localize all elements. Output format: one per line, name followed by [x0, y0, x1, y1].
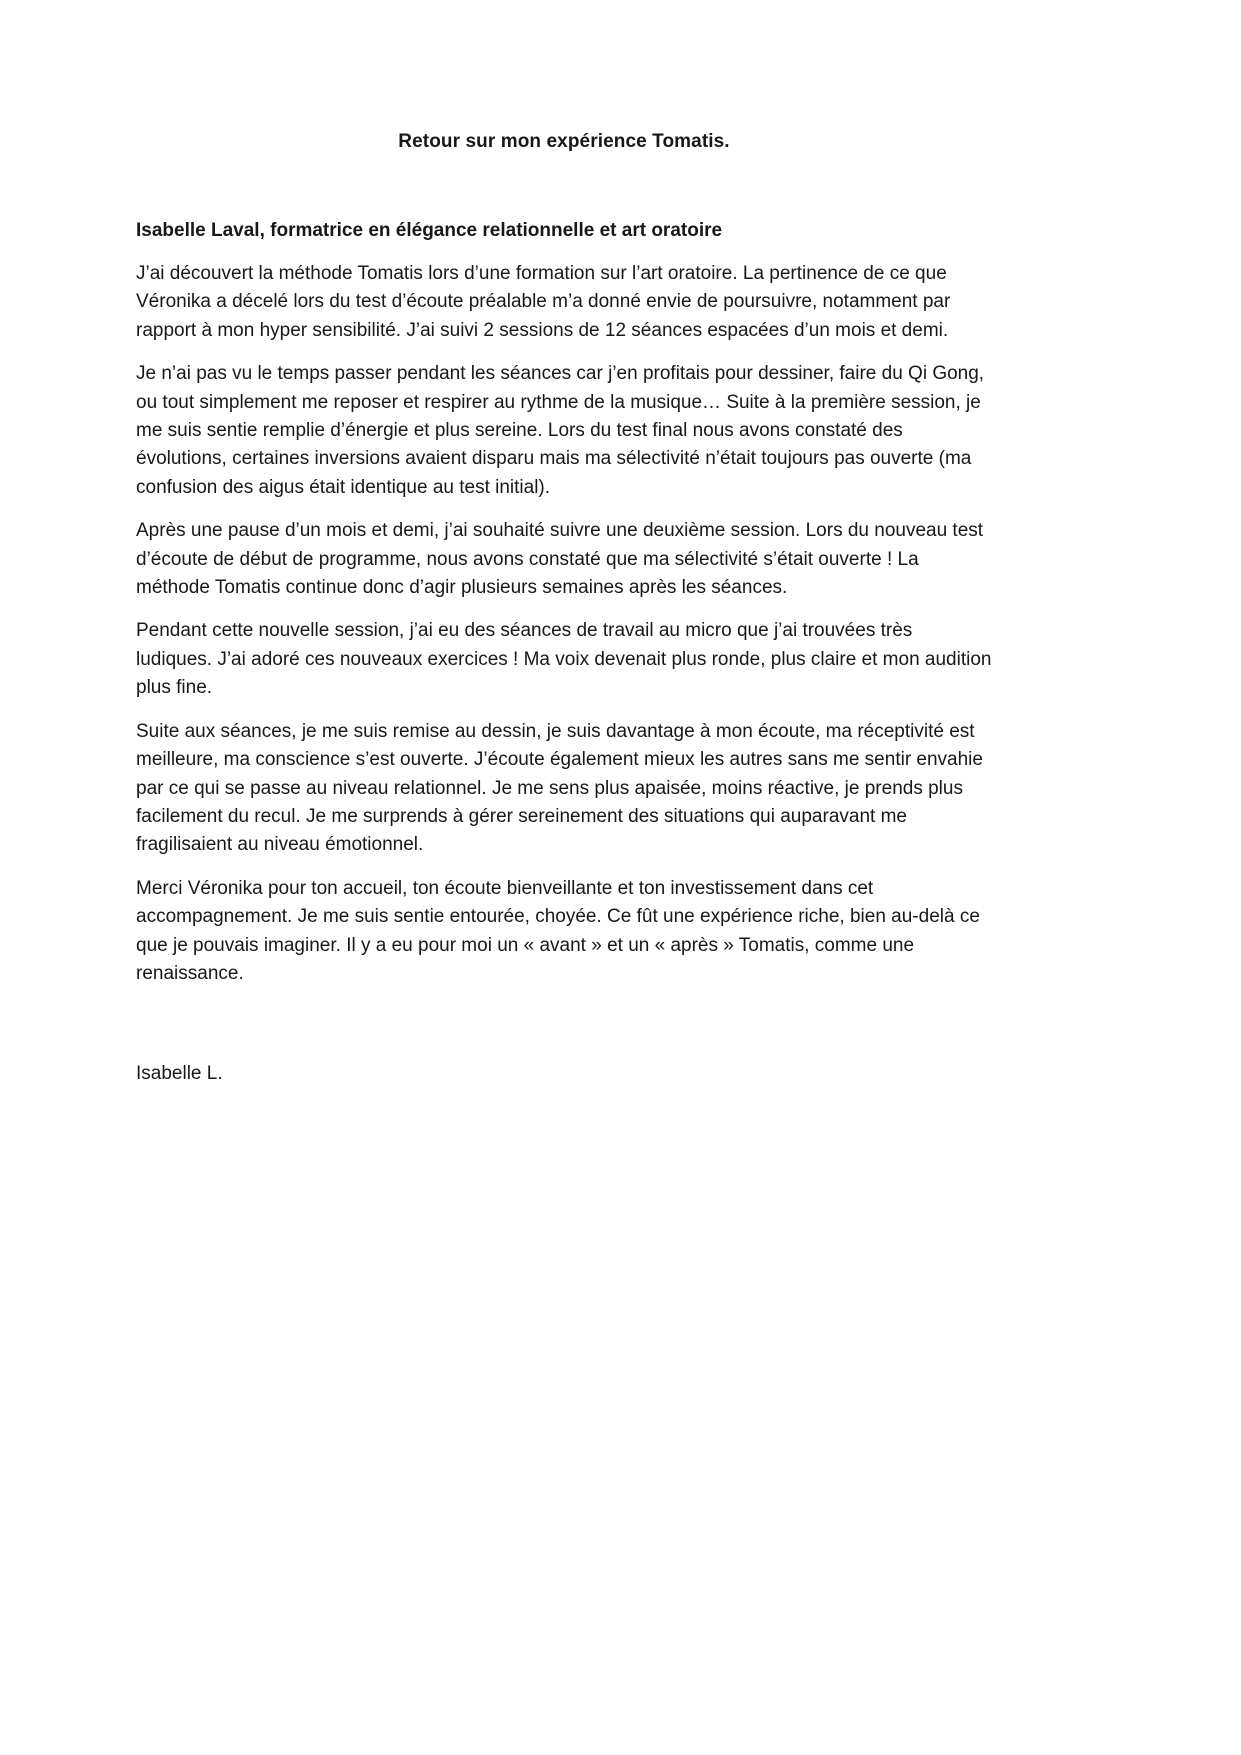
body-paragraphs — [136, 260, 992, 988]
paragraph: J’ai découvert la méthode Tomatis lors d’une formation sur l’art oratoire. La pertinence de ce que Véronika a décelé lors du test d’écoute préalable m’a donné envie de poursuivre, notamment par rapport à mon hyper sensibilité. J’ai suivi 2 sessions de 12 séances espacées d’un mois et demi. — [136, 263, 951, 341]
paragraph: Je n’ai pas vu le temps passer pendant les séances car j’en profitais pour dessiner, faire du Qi Gong, ou tout simplement me reposer et respirer au rythme de la musique… Suite à la première session, je me suis sentie remplie d’énergie et plus sereine. Lors du test final nous avons constaté des évolutions, certaines inversions avaient disparu mais ma sélectivité n’était toujours pas ouverte (ma confusion des aigus était identique au test initial). — [136, 363, 985, 498]
author-heading: Isabelle Laval, formatrice en élégance relationnelle et art oratoire — [136, 220, 723, 241]
page-title: Retour sur mon expérience Tomatis. — [398, 131, 730, 152]
paragraph: Pendant cette nouvelle session, j’ai eu des séances de travail au micro que j’ai trouvées très ludiques. J’ai adoré ces nouveaux exercices ! Ma voix devenait plus ronde, plus claire et mon audition plus fine. — [136, 620, 992, 699]
paragraph: Après une pause d’un mois et demi, j’ai souhaité suivre une deuxième session. Lors du nouveau test d’écoute de début de programme, nous avons constaté que ma sélectivité s’était ouverte ! La méthode Tomatis continue donc d’agir plusieurs semaines après les séances. — [136, 520, 984, 599]
paragraph: Suite aux séances, je me suis remise au dessin, je suis davantage à mon écoute, ma réceptivité est meilleure, ma conscience s’est ouverte. J’écoute également mieux les autres sans me sentir envahie par ce qui se passe au niveau relationnel. Je me sens plus apaisée, moins réactive, je prends plus facilement du recul. Je me surprends à gérer sereinement des situations qui auparavant me fragilisaient au niveau émotionnel. — [136, 720, 983, 856]
signature: Isabelle L. — [136, 1063, 223, 1085]
paragraph: Merci Véronika pour ton accueil, ton écoute bienveillante et ton investissement dans cet accompagnement. Je me suis sentie entourée, choyée. Ce fût une expérience riche, bien au-delà ce que je pouvais imaginer. Il y a eu pour moi un « avant » et un « après » Tomatis, comme une renaissance. — [136, 877, 980, 984]
